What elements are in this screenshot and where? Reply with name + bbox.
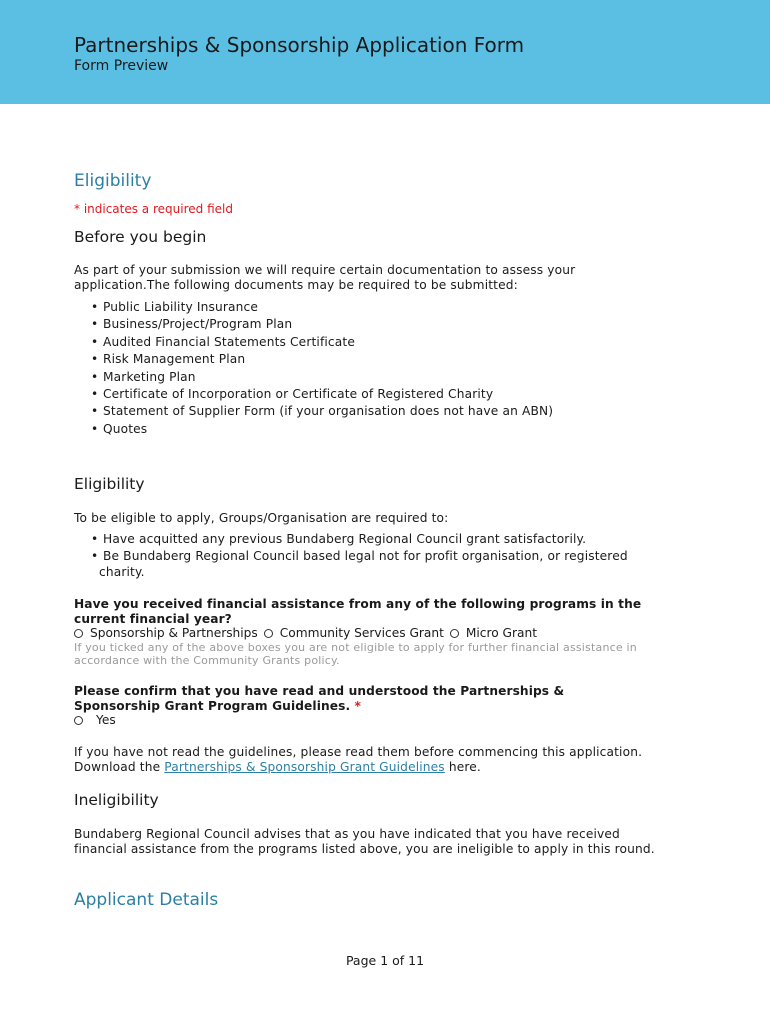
list-item: • Marketing Plan [74, 369, 553, 386]
financial-assistance-help: If you ticked any of the above boxes you are not eligible to apply for further financial assistance in accordance with the Community Grants policy. [74, 641, 637, 667]
required-documents-list [74, 299, 553, 438]
heading-eligibility: Eligibility [74, 475, 145, 493]
page-number: Page 1 of 11 [345, 953, 425, 968]
option-sponsorship-partnerships[interactable]: Sponsorship & Partnerships [74, 626, 258, 640]
radio-button[interactable] [264, 629, 273, 638]
before-you-begin-intro: As part of your submission we will require certain documentation to assess your application.The following documents may be required to be submitted: [74, 263, 576, 292]
list-item: • Risk Management Plan [74, 351, 553, 368]
eligibility-criteria-list [74, 531, 628, 566]
form-subtitle: Form Preview [74, 58, 169, 74]
list-item: • Statement of Supplier Form (if your organisation does not have an ABN) [74, 403, 553, 420]
required-asterisk: * [354, 698, 362, 713]
financial-assistance-question: Have you received financial assistance from any of the following programs in the current financial year? [74, 597, 642, 626]
list-item: • Certificate of Incorporation or Certificate of Registered Charity [74, 386, 553, 403]
option-yes[interactable]: Yes [74, 713, 116, 727]
list-item: • Quotes [74, 421, 553, 438]
form-header [0, 0, 770, 104]
list-item: • Public Liability Insurance [74, 299, 553, 316]
ineligibility-text: Bundaberg Regional Council advises that as you have indicated that you have received financial assistance from the programs listed above, you are ineligible to apply in this round. [74, 827, 655, 856]
guidelines-note: If you have not read the guidelines, please read them before commencing this application. Download the Partnerships & Sponsorship Grant Guidelines here. [74, 745, 643, 774]
option-micro-grant[interactable]: Micro Grant [450, 626, 537, 640]
eligibility-item-continuation: charity. [99, 565, 145, 579]
form-title: Partnerships & Sponsorship Application Form [74, 33, 525, 57]
radio-button[interactable] [450, 629, 459, 638]
heading-before-you-begin: Before you begin [74, 228, 207, 246]
financial-assistance-options [74, 626, 543, 640]
guidelines-confirmation-question: Please confirm that you have read and understood the Partnerships & Sponsorship Grant Program Guidelines. * [74, 684, 565, 713]
section-title-eligibility: Eligibility [74, 171, 152, 191]
section-title-applicant-details: Applicant Details [74, 890, 219, 910]
list-item: • Business/Project/Program Plan [74, 316, 553, 333]
radio-button[interactable] [74, 629, 83, 638]
list-item: • Audited Financial Statements Certificate [74, 334, 553, 351]
option-community-services-grant[interactable]: Community Services Grant [264, 626, 444, 640]
guidelines-download-link[interactable]: Partnerships & Sponsorship Grant Guidelines [164, 760, 445, 774]
radio-button[interactable] [74, 716, 83, 725]
required-field-note: * indicates a required field [74, 202, 233, 216]
eligibility-intro: To be eligible to apply, Groups/Organisation are required to: [74, 511, 449, 525]
list-item: • Have acquitted any previous Bundaberg Regional Council grant satisfactorily. [74, 531, 628, 548]
list-item: • Be Bundaberg Regional Council based legal not for profit organisation, or registered [74, 548, 628, 565]
guidelines-confirmation-options [74, 713, 122, 727]
heading-ineligibility: Ineligibility [74, 791, 159, 809]
